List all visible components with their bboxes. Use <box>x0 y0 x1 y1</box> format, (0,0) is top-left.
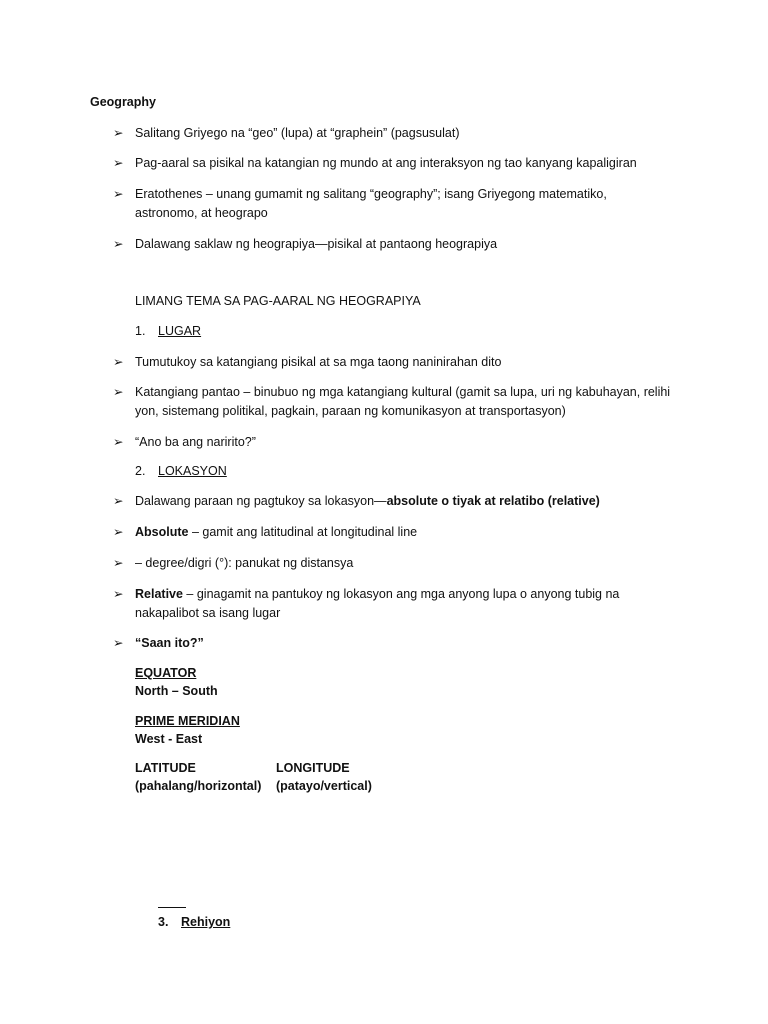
bullet-arrow-icon: ➢ <box>113 156 124 170</box>
bullet-arrow-icon: ➢ <box>113 556 124 570</box>
latitude-description: (pahalang/horizontal) <box>135 779 262 793</box>
list-number: 3. <box>158 915 169 929</box>
bullet-text-continuation: nakapalibot sa isang lugar <box>135 606 281 620</box>
topic-heading-rehiyon: Rehiyon <box>181 915 231 929</box>
prime-meridian-direction: West - East <box>135 732 203 746</box>
bullet-text-bold: Relative <box>135 587 183 601</box>
bullet-arrow-icon: ➢ <box>113 587 124 601</box>
bullet-text: Salitang Griyego na “geo” (lupa) at “graphein” (pagsusulat) <box>135 126 460 140</box>
divider-line <box>158 907 186 908</box>
bullet-arrow-icon: ➢ <box>113 187 124 201</box>
list-number: 2. <box>135 464 146 478</box>
bullet-text-bold: Absolute <box>135 525 189 539</box>
bullet-text-prefix: Dalawang paraan ng pagtukoy sa lokasyon— <box>135 494 387 508</box>
equator-direction: North – South <box>135 684 218 698</box>
prime-meridian-label: PRIME MERIDIAN <box>135 714 240 728</box>
bullet-text: “Ano ba ang naririto?” <box>135 435 256 449</box>
bullet-text-rest: – gamit ang latitudinal at longitudinal line <box>188 525 418 539</box>
bullet-text: Tumutukoy sa katangiang pisikal at sa mga taong naninirahan dito <box>135 355 502 369</box>
bullet-text <box>135 523 417 541</box>
list-number: 1. <box>135 324 146 338</box>
bullet-text-rest: – ginagamit na pantukoy ng lokasyon ang mga anyong lupa o anyong tubig na <box>182 587 620 601</box>
section-heading: LIMANG TEMA SA PAG-AARAL NG HEOGRAPIYA <box>135 294 421 308</box>
bullet-arrow-icon: ➢ <box>113 385 124 399</box>
bullet-text: “Saan ito?” <box>135 636 204 650</box>
bullet-arrow-icon: ➢ <box>113 494 124 508</box>
topic-heading-lokasyon: LOKASYON <box>158 464 227 478</box>
bullet-arrow-icon: ➢ <box>113 355 124 369</box>
bullet-text: Dalawang saklaw ng heograpiya—pisikal at pantaong heograpiya <box>135 237 498 251</box>
bullet-text <box>135 492 600 510</box>
bullet-text-continuation: yon, sistemang politikal, pagkain, paraan ng komunikasyon at transportasyon) <box>135 404 566 418</box>
bullet-arrow-icon: ➢ <box>113 126 124 140</box>
bullet-text: Pag-aaral sa pisikal na katangian ng mundo at ang interaksyon ng tao kanyang kapaligiran <box>135 156 637 170</box>
bullet-text-continuation: astronomo, at heograpo <box>135 206 268 220</box>
bullet-text <box>135 585 619 603</box>
bullet-text: Katangiang pantao – binubuo ng mga katangiang kultural (gamit sa lupa, uri ng kabuhayan, relihi <box>135 385 671 399</box>
equator-label: EQUATOR <box>135 666 197 680</box>
bullet-text-bold: absolute o tiyak at relatibo (relative) <box>386 494 600 508</box>
latitude-label: LATITUDE <box>135 761 196 775</box>
document-title: Geography <box>90 95 156 109</box>
bullet-arrow-icon: ➢ <box>113 636 124 650</box>
bullet-arrow-icon: ➢ <box>113 435 124 449</box>
bullet-arrow-icon: ➢ <box>113 237 124 251</box>
bullet-text: – degree/digri (°): panukat ng distansya <box>135 556 354 570</box>
bullet-arrow-icon: ➢ <box>113 525 124 539</box>
longitude-label: LONGITUDE <box>276 761 350 775</box>
bullet-text: Eratothenes – unang gumamit ng salitang “geography”; isang Griyegong matematiko, <box>135 187 607 201</box>
topic-heading-lugar: LUGAR <box>158 324 202 338</box>
longitude-description: (patayo/vertical) <box>276 779 372 793</box>
